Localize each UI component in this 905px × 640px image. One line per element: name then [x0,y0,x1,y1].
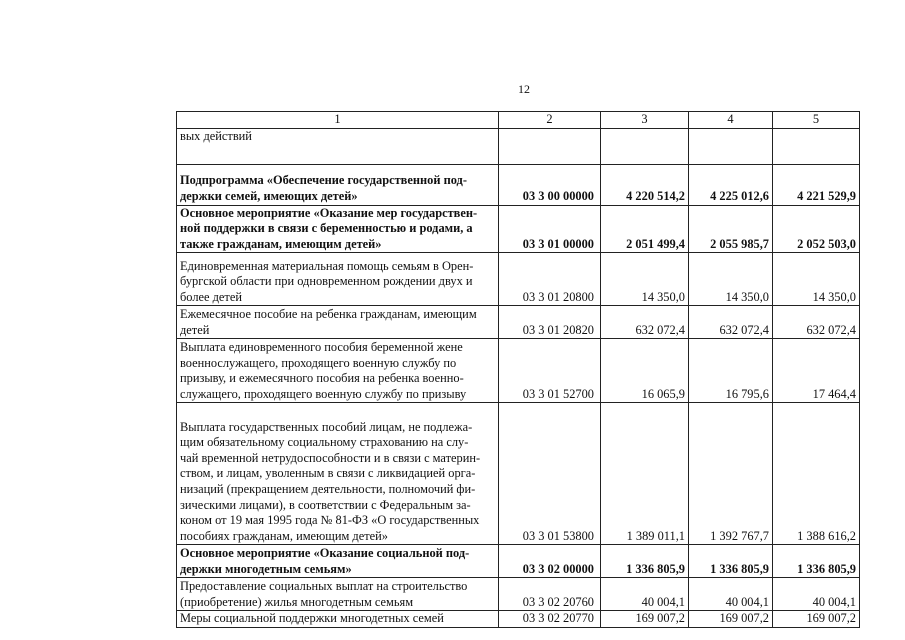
row-code-cell: 03 3 01 53800 [499,403,601,545]
row-value-col4: 1 336 805,9 [689,545,773,578]
row-code-cell: 03 3 02 00000 [499,545,601,578]
table-row [177,128,860,164]
row-name-cell [177,545,499,578]
row-name-line: зическими лицами), в соответствии с Федеральным за- [180,497,471,512]
row-name-line: служащего, проходящего военную службу по призыву [180,386,467,401]
row-name-line: Меры социальной поддержки многодетных семей [180,611,444,626]
row-value-col5: 1 388 616,2 [773,403,860,545]
row-value-col3: 2 051 499,4 [601,205,689,253]
table-row [177,403,860,545]
row-name-cell [177,339,499,403]
budget-table [176,111,860,628]
row-name-line: Предоставление социальных выплат на строительство [180,579,468,594]
row-code-cell: 03 3 02 20760 [499,578,601,611]
row-value-col3 [601,128,689,164]
row-name-line: низаций (прекращением деятельности, полномочий фи- [180,482,476,496]
row-value-col5: 17 464,4 [773,339,860,403]
row-value-col3: 632 072,4 [601,306,689,339]
row-name-line: чай временной нетрудоспособности и в связи с материн- [180,450,481,465]
row-name-line: Основное мероприятие «Оказание социальной под- [180,546,470,561]
row-code-cell [499,128,601,164]
row-name-line: коном от 19 мая 1995 года № 81-ФЗ «О государственных [180,513,480,528]
row-name-line: держки семей, имеющих детей» [180,189,358,203]
row-name-line: бургской области при одновременном рождении двух и [180,274,473,289]
row-value-col3: 16 065,9 [601,339,689,403]
row-value-col5: 1 336 805,9 [773,545,860,578]
row-value-col3: 1 336 805,9 [601,545,689,578]
row-value-col4: 14 350,0 [689,253,773,306]
table-row [177,306,860,339]
row-name-cell [177,164,499,205]
row-name-cell [177,611,499,628]
table-row [177,578,860,611]
row-value-col4: 1 392 767,7 [689,403,773,545]
row-code-cell: 03 3 01 20800 [499,253,601,306]
row-name-line: призыву, и ежемесячного пособия на ребенка военно- [180,371,464,386]
row-value-col3: 1 389 011,1 [601,403,689,545]
row-value-col3: 14 350,0 [601,253,689,306]
row-code-cell: 03 3 00 00000 [499,164,601,205]
column-header-3: 3 [601,112,689,129]
row-name-line: Ежемесячное пособие на ребенка гражданам, имеющим [180,307,477,322]
column-header-4: 4 [689,112,773,129]
row-name-line: детей [180,322,210,337]
row-name-line: держки многодетным семьям» [180,561,352,576]
row-code-cell: 03 3 01 52700 [499,339,601,403]
row-name-line: Выплата единовременного пособия беременной жене [180,340,463,354]
row-value-col5: 632 072,4 [773,306,860,339]
row-value-col5: 2 052 503,0 [773,205,860,253]
row-name-line: Единовременная материальная помощь семьям в Орен- [180,258,474,273]
row-name-line: Выплата государственных пособий лицам, не подлежа- [180,419,473,434]
row-value-col5: 169 007,2 [773,611,860,628]
row-name-line: также гражданам, имеющим детей» [180,236,382,251]
table-header-row [177,112,860,129]
table-row [177,339,860,403]
column-header-2: 2 [499,112,601,129]
table-row [177,205,860,253]
row-name-line: (приобретение) жилья многодетным семьям [180,594,414,609]
row-value-col4: 16 795,6 [689,339,773,403]
row-name-line: щим обязательному социальному страхованию на слу- [180,435,469,450]
row-name-cell [177,253,499,306]
row-name-line: более детей [180,289,242,304]
row-value-col4: 2 055 985,7 [689,205,773,253]
row-name-cell [177,205,499,253]
row-value-col5: 4 221 529,9 [773,164,860,205]
row-value-col5 [773,128,860,164]
column-header-1: 1 [177,112,499,129]
table-row [177,164,860,205]
row-value-col4: 632 072,4 [689,306,773,339]
table-row [177,253,860,306]
row-value-col4 [689,128,773,164]
row-name-cell [177,306,499,339]
row-name-line: Подпрограмма «Обеспечение государственной под- [180,173,467,188]
row-value-col3: 169 007,2 [601,611,689,628]
row-value-col3: 4 220 514,2 [601,164,689,205]
table-row [177,611,860,628]
row-value-col3: 40 004,1 [601,578,689,611]
row-code-cell: 03 3 02 20770 [499,611,601,628]
row-name-line: вых действий [180,128,252,143]
row-value-col5: 14 350,0 [773,253,860,306]
row-name-cell [177,128,499,164]
row-name-line: пособиях гражданам, имеющим детей» [180,528,388,543]
row-value-col4: 169 007,2 [689,611,773,628]
row-value-col4: 40 004,1 [689,578,773,611]
row-name-cell [177,403,499,545]
row-name-line: военнослужащего, проходящего военную службу по [180,355,457,370]
row-name-line: ством, и лицам, уволенным в связи с ликвидацией орга- [180,466,476,481]
row-name-line: ной поддержки в связи с беременностью и родами, а [180,221,473,236]
table-row [177,545,860,578]
row-name-line: Основное мероприятие «Оказание мер государствен- [180,205,478,220]
page-number: 12 [518,82,530,96]
row-code-cell: 03 3 01 00000 [499,205,601,253]
row-name-cell [177,578,499,611]
row-value-col5: 40 004,1 [773,578,860,611]
row-value-col4: 4 225 012,6 [689,164,773,205]
row-code-cell: 03 3 01 20820 [499,306,601,339]
column-header-5: 5 [773,112,860,129]
